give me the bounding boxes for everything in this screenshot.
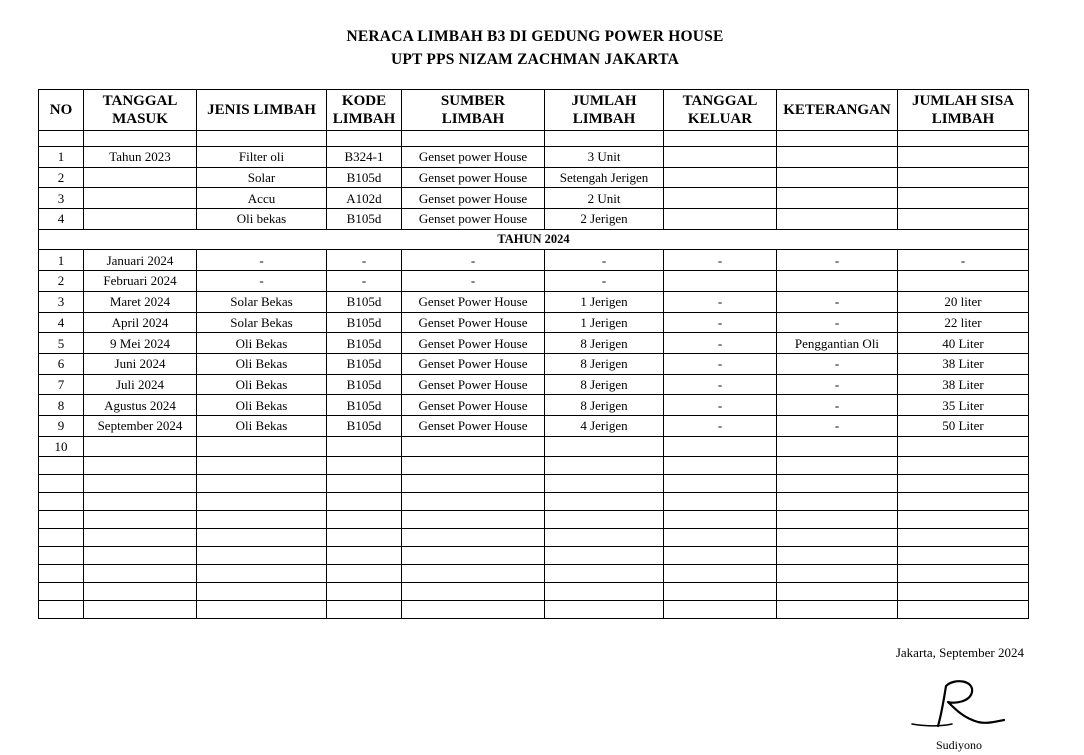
- cell-kode-limbah: -: [327, 250, 402, 271]
- cell-tanggal-masuk: Tahun 2023: [84, 147, 197, 168]
- cell-keterangan: [777, 547, 898, 565]
- table-row: [39, 374, 1029, 395]
- cell-sumber-limbah: [402, 511, 545, 529]
- cell-jenis-limbah: [197, 565, 327, 583]
- cell-sumber-limbah: [402, 547, 545, 565]
- empty-row: [39, 601, 1029, 619]
- cell-jumlah-limbah: 3 Unit: [545, 147, 664, 168]
- cell-keterangan: [777, 457, 898, 475]
- cell-sumber-limbah: [402, 529, 545, 547]
- spacer-row: [39, 131, 1029, 147]
- cell-tanggal-keluar: -: [664, 312, 777, 333]
- cell-kode-limbah: [327, 601, 402, 619]
- cell-tanggal-masuk: April 2024: [84, 312, 197, 333]
- cell-kode-limbah: [327, 475, 402, 493]
- cell-kode-limbah: [327, 493, 402, 511]
- cell-kode-limbah: B105d: [327, 209, 402, 230]
- cell-jenis-limbah: [197, 457, 327, 475]
- cell-jenis-limbah: [197, 547, 327, 565]
- cell-tanggal-keluar: [664, 547, 777, 565]
- cell-jumlah-sisa-limbah: [898, 565, 1029, 583]
- header-jumlah-limbah: JUMLAH LIMBAH: [545, 90, 664, 131]
- table-row: [39, 167, 1029, 188]
- cell-tanggal-keluar: [664, 457, 777, 475]
- cell-tanggal-masuk: [84, 547, 197, 565]
- table-row: [39, 415, 1029, 436]
- cell-no: 4: [39, 312, 84, 333]
- place-date: Jakarta, September 2024: [895, 645, 1024, 660]
- cell-tanggal-keluar: [664, 271, 777, 292]
- cell-keterangan: -: [777, 415, 898, 436]
- cell-jumlah-limbah: 8 Jerigen: [545, 333, 664, 354]
- document-title: NERACA LIMBAH B3 DI GEDUNG POWER HOUSE: [346, 28, 724, 45]
- cell-kode-limbah: [327, 547, 402, 565]
- cell-tanggal-keluar: -: [664, 250, 777, 271]
- cell-tanggal-masuk: [84, 209, 197, 230]
- document-subtitle: UPT PPS NIZAM ZACHMAN JAKARTA: [391, 51, 679, 68]
- cell-tanggal-keluar: [664, 209, 777, 230]
- cell-no: 9: [39, 415, 84, 436]
- header-sumber-limbah: SUMBER LIMBAH: [402, 90, 545, 131]
- cell-sumber-limbah: [402, 457, 545, 475]
- cell-jenis-limbah: Solar Bekas: [197, 291, 327, 312]
- cell-jumlah-limbah: -: [545, 250, 664, 271]
- cell-no: 3: [39, 188, 84, 209]
- cell-jumlah-sisa-limbah: 38 Liter: [898, 353, 1029, 374]
- header-tanggal-keluar: TANGGAL KELUAR: [664, 90, 777, 131]
- header-keterangan: KETERANGAN: [777, 90, 898, 131]
- cell-jumlah-limbah: 4 Jerigen: [545, 415, 664, 436]
- cell-jumlah-limbah: [545, 529, 664, 547]
- cell-jumlah-sisa-limbah: 22 liter: [898, 312, 1029, 333]
- table-row: [39, 312, 1029, 333]
- cell-sumber-limbah: Genset Power House: [402, 395, 545, 416]
- cell-tanggal-keluar: -: [664, 374, 777, 395]
- cell-keterangan: -: [777, 353, 898, 374]
- cell-kode-limbah: B105d: [327, 167, 402, 188]
- cell-jumlah-sisa-limbah: 50 Liter: [898, 415, 1029, 436]
- cell-keterangan: -: [777, 395, 898, 416]
- cell-jenis-limbah: [197, 475, 327, 493]
- cell-jumlah-limbah: 8 Jerigen: [545, 353, 664, 374]
- cell-jenis-limbah: Oli Bekas: [197, 415, 327, 436]
- cell-kode-limbah: B105d: [327, 312, 402, 333]
- cell-jumlah-sisa-limbah: [898, 209, 1029, 230]
- table-row: [39, 291, 1029, 312]
- cell-keterangan: [777, 209, 898, 230]
- cell-jumlah-limbah: 2 Jerigen: [545, 209, 664, 230]
- cell-tanggal-keluar: [664, 147, 777, 168]
- cell-sumber-limbah: Genset Power House: [402, 312, 545, 333]
- cell-jenis-limbah: [197, 601, 327, 619]
- cell-jenis-limbah: Accu: [197, 188, 327, 209]
- cell-keterangan: -: [777, 291, 898, 312]
- cell-tanggal-masuk: [84, 167, 197, 188]
- cell-jumlah-limbah: 1 Jerigen: [545, 291, 664, 312]
- cell-tanggal-keluar: -: [664, 415, 777, 436]
- cell-tanggal-masuk: Januari 2024: [84, 250, 197, 271]
- cell-jenis-limbah: [197, 583, 327, 601]
- cell-jumlah-sisa-limbah: [898, 583, 1029, 601]
- cell-jenis-limbah: Oli Bekas: [197, 333, 327, 354]
- cell-jumlah-limbah: [545, 511, 664, 529]
- cell-jumlah-limbah: 8 Jerigen: [545, 374, 664, 395]
- cell-tanggal-masuk: Februari 2024: [84, 271, 197, 292]
- signature-image: [908, 674, 1008, 734]
- cell-jumlah-sisa-limbah: [898, 511, 1029, 529]
- cell-jumlah-limbah: [545, 583, 664, 601]
- table-row: [39, 209, 1029, 230]
- cell-tanggal-masuk: [84, 565, 197, 583]
- cell-jumlah-limbah: 1 Jerigen: [545, 312, 664, 333]
- cell-tanggal-keluar: -: [664, 291, 777, 312]
- cell-jumlah-sisa-limbah: 38 Liter: [898, 374, 1029, 395]
- cell-jumlah-sisa-limbah: [898, 271, 1029, 292]
- cell-jenis-limbah: [197, 529, 327, 547]
- cell-jenis-limbah: Solar: [197, 167, 327, 188]
- cell-jumlah-limbah: [545, 565, 664, 583]
- cell-sumber-limbah: [402, 436, 545, 457]
- cell-keterangan: -: [777, 374, 898, 395]
- cell-sumber-limbah: Genset power House: [402, 147, 545, 168]
- cell-jumlah-limbah: [545, 547, 664, 565]
- table-row: [39, 271, 1029, 292]
- cell-jumlah-sisa-limbah: 35 Liter: [898, 395, 1029, 416]
- cell-keterangan: [777, 565, 898, 583]
- cell-sumber-limbah: Genset Power House: [402, 291, 545, 312]
- cell-jumlah-limbah: -: [545, 271, 664, 292]
- cell-no: 5: [39, 333, 84, 354]
- year-section-label: TAHUN 2024: [39, 229, 1029, 250]
- cell-keterangan: [777, 493, 898, 511]
- cell-sumber-limbah: [402, 583, 545, 601]
- cell-keterangan: [777, 475, 898, 493]
- cell-keterangan: [777, 167, 898, 188]
- cell-tanggal-masuk: [84, 511, 197, 529]
- cell-jumlah-limbah: [545, 601, 664, 619]
- cell-tanggal-keluar: [664, 511, 777, 529]
- cell-tanggal-keluar: [664, 475, 777, 493]
- cell-tanggal-keluar: [664, 167, 777, 188]
- cell-kode-limbah: [327, 457, 402, 475]
- cell-jumlah-limbah: 2 Unit: [545, 188, 664, 209]
- table-row: [39, 250, 1029, 271]
- cell-tanggal-masuk: Maret 2024: [84, 291, 197, 312]
- empty-row: [39, 475, 1029, 493]
- cell-sumber-limbah: [402, 475, 545, 493]
- cell-kode-limbah: [327, 565, 402, 583]
- cell-jumlah-sisa-limbah: [898, 547, 1029, 565]
- cell-no: 4: [39, 209, 84, 230]
- cell-jenis-limbah: [197, 511, 327, 529]
- cell-tanggal-keluar: -: [664, 353, 777, 374]
- cell-kode-limbah: B105d: [327, 353, 402, 374]
- cell-tanggal-masuk: [84, 583, 197, 601]
- cell-no: 1: [39, 250, 84, 271]
- cell-jumlah-sisa-limbah: [898, 147, 1029, 168]
- cell-tanggal-masuk: Agustus 2024: [84, 395, 197, 416]
- cell-jumlah-sisa-limbah: [898, 529, 1029, 547]
- cell-sumber-limbah: -: [402, 250, 545, 271]
- cell-jenis-limbah: [197, 436, 327, 457]
- cell-jumlah-limbah: [545, 475, 664, 493]
- cell-jenis-limbah: -: [197, 250, 327, 271]
- cell-no: 3: [39, 291, 84, 312]
- cell-sumber-limbah: Genset power House: [402, 167, 545, 188]
- cell-no: [39, 511, 84, 529]
- empty-row: [39, 457, 1029, 475]
- cell-no: 1: [39, 147, 84, 168]
- cell-kode-limbah: [327, 511, 402, 529]
- cell-no: 7: [39, 374, 84, 395]
- cell-jenis-limbah: Filter oli: [197, 147, 327, 168]
- cell-tanggal-keluar: [664, 436, 777, 457]
- table-row: [39, 395, 1029, 416]
- empty-row: [39, 511, 1029, 529]
- cell-sumber-limbah: Genset Power House: [402, 374, 545, 395]
- cell-kode-limbah: B105d: [327, 333, 402, 354]
- cell-kode-limbah: B105d: [327, 395, 402, 416]
- header-jumlah-sisa-limbah: JUMLAH SISA LIMBAH: [898, 90, 1029, 131]
- cell-kode-limbah: [327, 436, 402, 457]
- cell-sumber-limbah: Genset power House: [402, 188, 545, 209]
- cell-sumber-limbah: Genset power House: [402, 209, 545, 230]
- cell-jumlah-sisa-limbah: [898, 601, 1029, 619]
- cell-no: [39, 475, 84, 493]
- cell-jumlah-sisa-limbah: [898, 457, 1029, 475]
- cell-keterangan: [777, 583, 898, 601]
- cell-jenis-limbah: Solar Bekas: [197, 312, 327, 333]
- cell-jumlah-limbah: [545, 493, 664, 511]
- cell-sumber-limbah: [402, 601, 545, 619]
- cell-tanggal-keluar: [664, 493, 777, 511]
- cell-tanggal-masuk: [84, 493, 197, 511]
- empty-row: [39, 493, 1029, 511]
- empty-row: [39, 583, 1029, 601]
- cell-keterangan: [777, 529, 898, 547]
- cell-no: 8: [39, 395, 84, 416]
- header-tanggal-masuk: TANGGAL MASUK: [84, 90, 197, 131]
- header-no: NO: [39, 90, 84, 131]
- cell-no: 2: [39, 271, 84, 292]
- cell-sumber-limbah: [402, 493, 545, 511]
- cell-jumlah-sisa-limbah: [898, 167, 1029, 188]
- cell-jumlah-sisa-limbah: 40 Liter: [898, 333, 1029, 354]
- cell-jenis-limbah: Oli Bekas: [197, 374, 327, 395]
- table-row: [39, 147, 1029, 168]
- cell-tanggal-keluar: [664, 583, 777, 601]
- cell-no: [39, 583, 84, 601]
- cell-tanggal-masuk: [84, 475, 197, 493]
- cell-kode-limbah: B324-1: [327, 147, 402, 168]
- cell-tanggal-masuk: September 2024: [84, 415, 197, 436]
- cell-no: [39, 493, 84, 511]
- cell-no: 6: [39, 353, 84, 374]
- cell-kode-limbah: [327, 529, 402, 547]
- cell-no: [39, 601, 84, 619]
- cell-keterangan: [777, 601, 898, 619]
- header-jenis-limbah: JENIS LIMBAH: [197, 90, 327, 131]
- cell-kode-limbah: A102d: [327, 188, 402, 209]
- empty-row: [39, 565, 1029, 583]
- cell-jumlah-sisa-limbah: [898, 493, 1029, 511]
- cell-kode-limbah: -: [327, 271, 402, 292]
- cell-tanggal-masuk: Juni 2024: [84, 353, 197, 374]
- cell-no: [39, 565, 84, 583]
- year-section-row: [39, 229, 1029, 250]
- cell-no: 2: [39, 167, 84, 188]
- empty-row: [39, 547, 1029, 565]
- empty-row: [39, 529, 1029, 547]
- cell-kode-limbah: [327, 583, 402, 601]
- cell-jumlah-sisa-limbah: -: [898, 250, 1029, 271]
- cell-kode-limbah: B105d: [327, 374, 402, 395]
- cell-kode-limbah: B105d: [327, 415, 402, 436]
- cell-jenis-limbah: Oli Bekas: [197, 395, 327, 416]
- cell-jenis-limbah: Oli bekas: [197, 209, 327, 230]
- cell-sumber-limbah: Genset Power House: [402, 333, 545, 354]
- cell-tanggal-keluar: -: [664, 333, 777, 354]
- cell-jenis-limbah: Oli Bekas: [197, 353, 327, 374]
- cell-keterangan: [777, 188, 898, 209]
- cell-tanggal-keluar: [664, 601, 777, 619]
- cell-tanggal-keluar: [664, 565, 777, 583]
- cell-no: [39, 457, 84, 475]
- cell-sumber-limbah: Genset Power House: [402, 353, 545, 374]
- cell-jumlah-limbah: Setengah Jerigen: [545, 167, 664, 188]
- cell-jumlah-sisa-limbah: [898, 436, 1029, 457]
- table-row: [39, 353, 1029, 374]
- cell-tanggal-masuk: [84, 188, 197, 209]
- table-row: [39, 188, 1029, 209]
- table-row: [39, 436, 1029, 457]
- cell-jumlah-limbah: [545, 436, 664, 457]
- cell-tanggal-keluar: [664, 529, 777, 547]
- cell-sumber-limbah: -: [402, 271, 545, 292]
- cell-kode-limbah: B105d: [327, 291, 402, 312]
- cell-keterangan: [777, 436, 898, 457]
- cell-tanggal-masuk: [84, 436, 197, 457]
- cell-no: [39, 529, 84, 547]
- cell-sumber-limbah: [402, 565, 545, 583]
- cell-jenis-limbah: -: [197, 271, 327, 292]
- cell-jumlah-limbah: 8 Jerigen: [545, 395, 664, 416]
- cell-sumber-limbah: Genset Power House: [402, 415, 545, 436]
- cell-jumlah-sisa-limbah: [898, 188, 1029, 209]
- cell-no: 10: [39, 436, 84, 457]
- cell-tanggal-masuk: 9 Mei 2024: [84, 333, 197, 354]
- cell-tanggal-masuk: Juli 2024: [84, 374, 197, 395]
- header-kode-limbah: KODE LIMBAH: [327, 90, 402, 131]
- cell-keterangan: [777, 147, 898, 168]
- cell-keterangan: [777, 271, 898, 292]
- cell-tanggal-masuk: [84, 529, 197, 547]
- table-row: [39, 333, 1029, 354]
- signer-name: Sudiyono: [936, 738, 983, 752]
- cell-tanggal-masuk: [84, 457, 197, 475]
- cell-tanggal-keluar: [664, 188, 777, 209]
- table-header-row: [39, 90, 1029, 131]
- cell-keterangan: -: [777, 250, 898, 271]
- waste-balance-table: [38, 89, 1029, 619]
- cell-jenis-limbah: [197, 493, 327, 511]
- cell-tanggal-keluar: -: [664, 395, 777, 416]
- cell-jumlah-sisa-limbah: [898, 475, 1029, 493]
- cell-tanggal-masuk: [84, 601, 197, 619]
- cell-keterangan: [777, 511, 898, 529]
- cell-jumlah-limbah: [545, 457, 664, 475]
- cell-jumlah-sisa-limbah: 20 liter: [898, 291, 1029, 312]
- cell-keterangan: Penggantian Oli: [777, 333, 898, 354]
- cell-keterangan: -: [777, 312, 898, 333]
- cell-no: [39, 547, 84, 565]
